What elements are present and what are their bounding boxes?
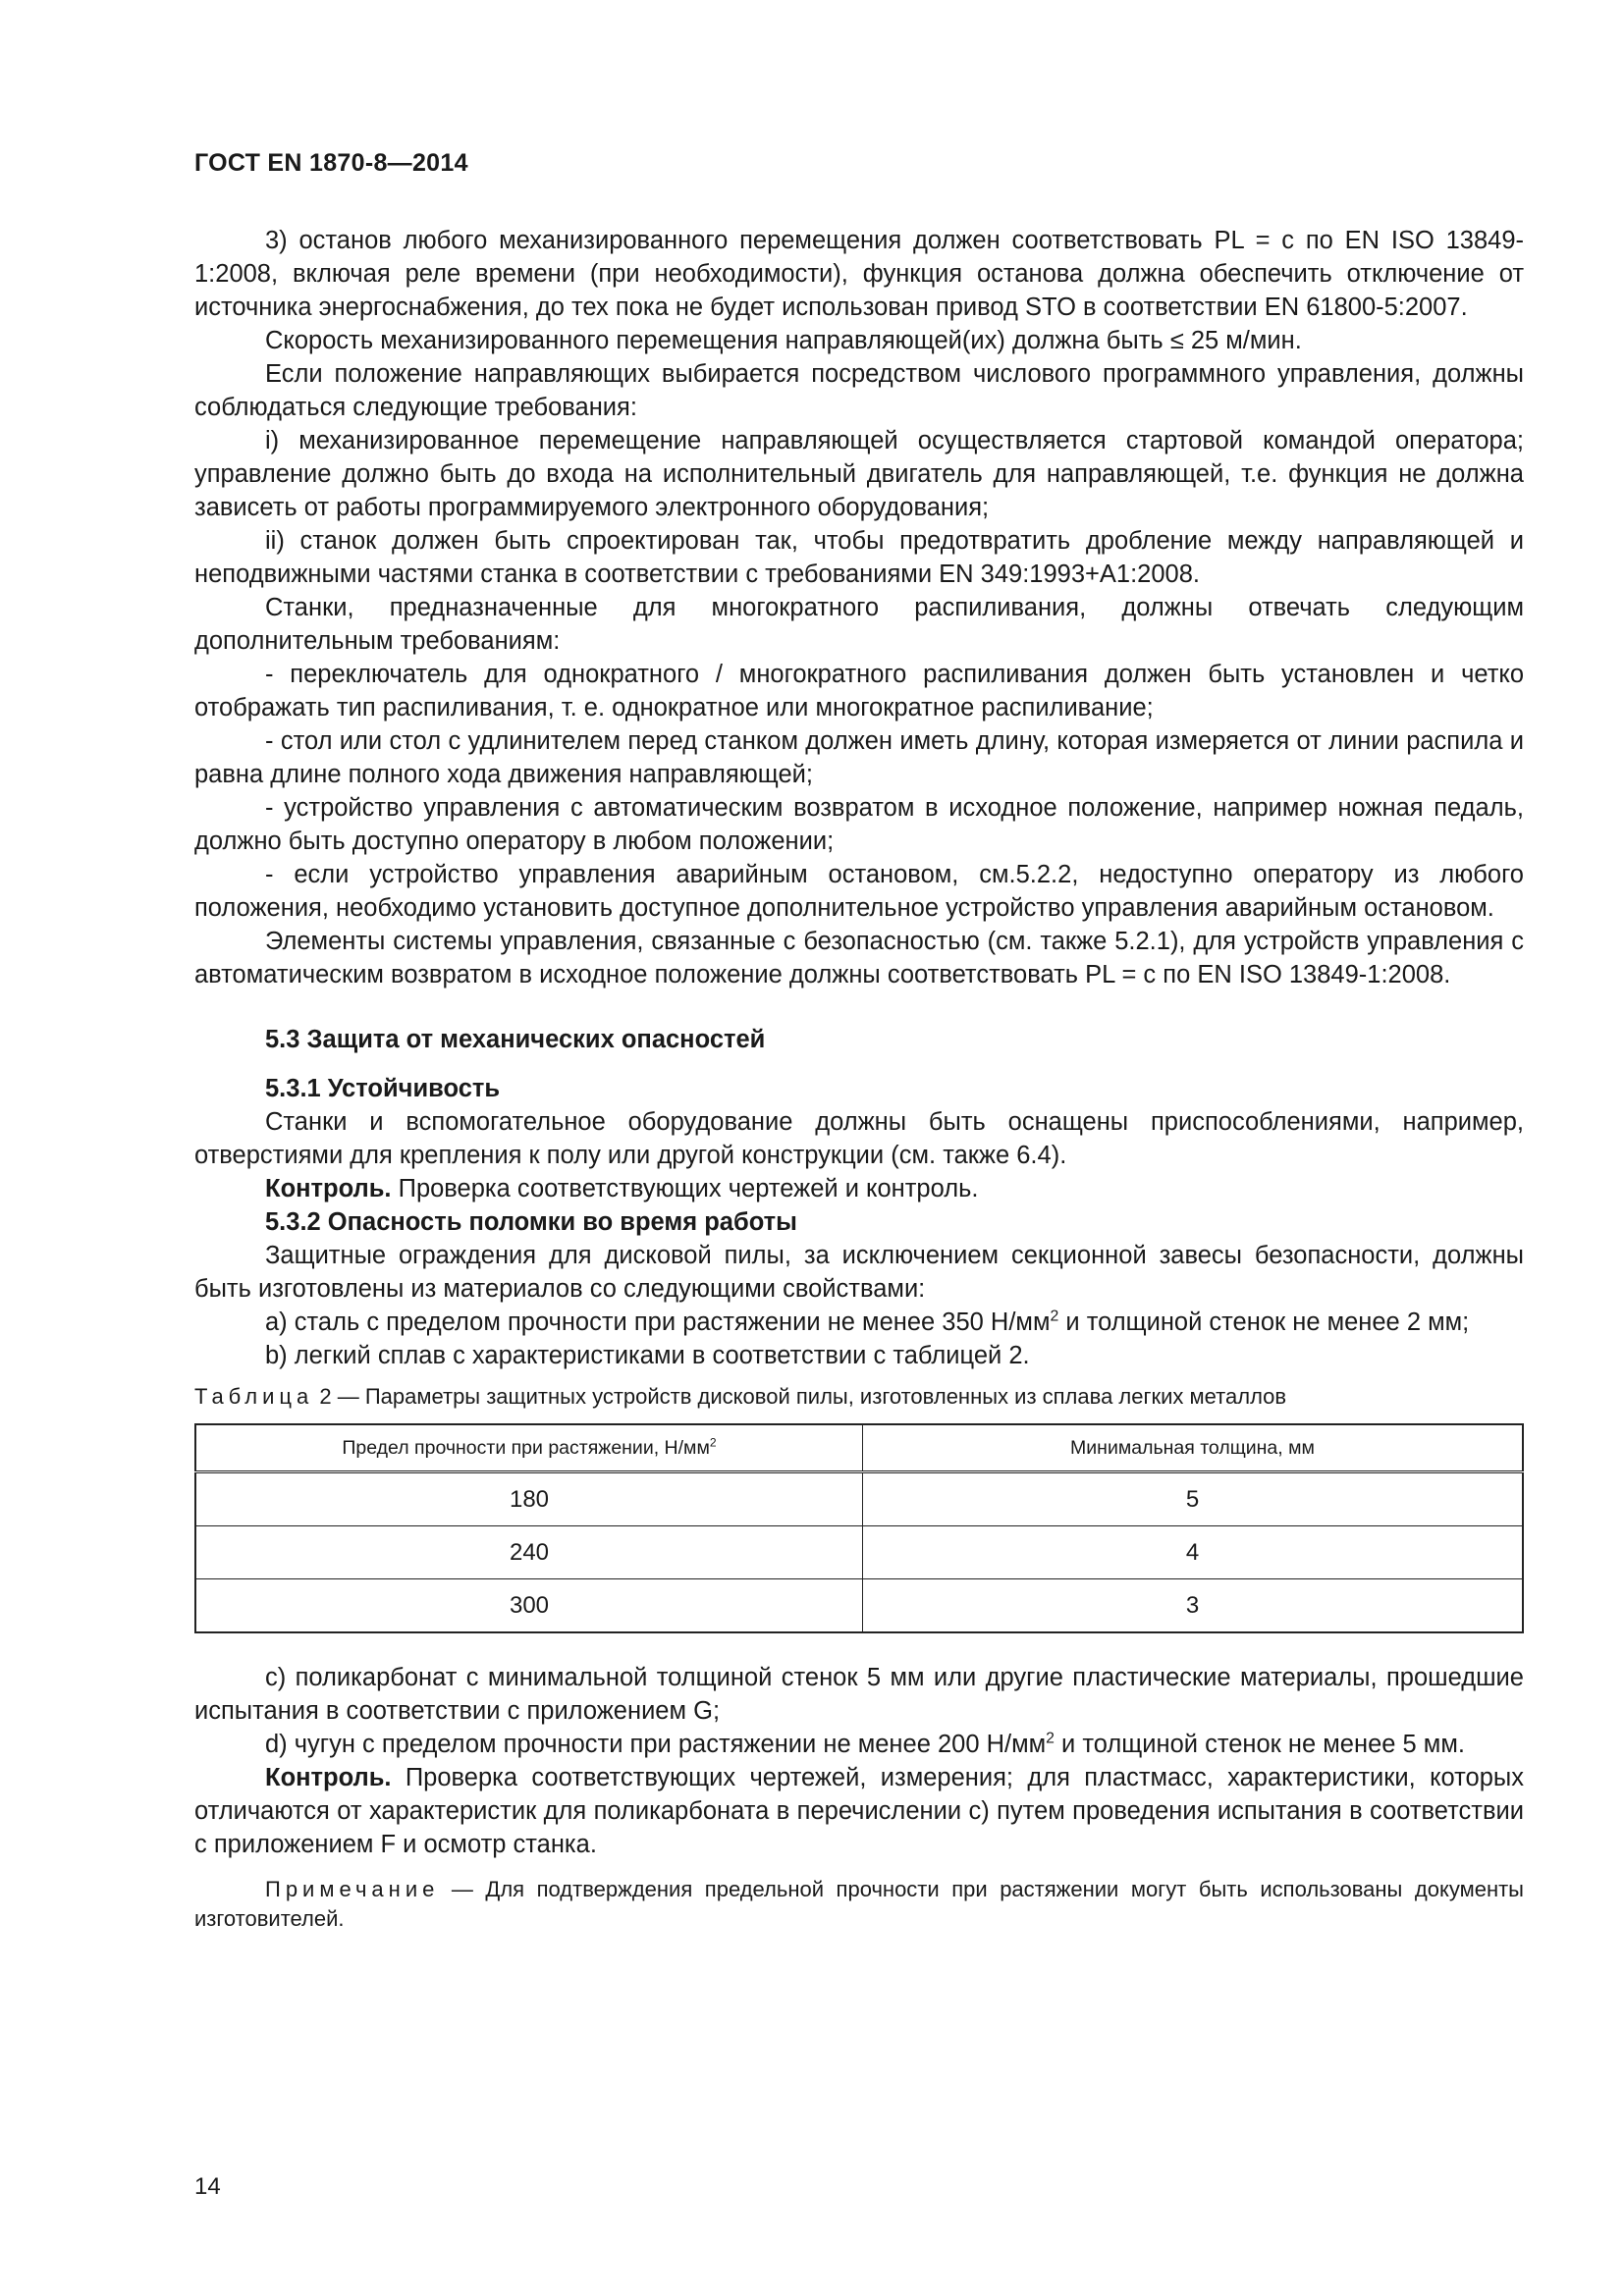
- table-cell-thickness: 4: [863, 1526, 1524, 1579]
- paragraph-dash-table: - стол или стол с удлинителем перед станком должен иметь длину, которая измеряется от линии распила и равна длине полного хода движения направляющей;: [194, 727, 1524, 788]
- control-paragraph: [194, 1761, 1524, 1861]
- item-d-sup: 2: [1046, 1730, 1055, 1747]
- table-2-caption: [194, 1382, 1524, 1412]
- table-row: [195, 1472, 1523, 1526]
- paragraph-safety-elements: Элементы системы управления, связанные с безопасностью (см. также 5.2.1), для устройств управления с автоматическим возвратом в исходное положение должны соответствовать PL = c по EN ISO 13849-1:2008.: [194, 928, 1524, 988]
- table-header-thickness: Минимальная толщина, мм: [863, 1424, 1524, 1472]
- item-d-text: d) чугун с пределом прочности при растяжении не менее 200 Н/мм: [265, 1731, 1047, 1758]
- paragraph-cnc-intro: Если положение направляющих выбирается посредством числового программного управления, должны соблюдаться следующие требования:: [194, 360, 1524, 421]
- table-cell-thickness: 5: [863, 1472, 1524, 1526]
- control-text: Проверка соответствующих чертежей и контроль.: [398, 1175, 979, 1202]
- table-row: [195, 1526, 1523, 1579]
- document-body: [194, 224, 1524, 1934]
- note-text: — Для подтверждения предельной прочности при растяжении могут быть использованы документы изготовителей.: [194, 1877, 1524, 1931]
- table-caption-text: 2 — Параметры защитных устройств дисковой пилы, изготовленных из сплава легких металлов: [313, 1384, 1287, 1409]
- table-cell-strength: 240: [195, 1526, 863, 1579]
- paragraph-item-i: i) механизированное перемещение направляющей осуществляется стартовой командой оператора; управление должно быть до входа на исполнительный двигатель для направляющей, т.е. функция не должна зависеть от работы программируемого электронного оборудования;: [194, 427, 1524, 521]
- paragraph-speed-limit: Скорость механизированного перемещения направляющей(их) должна быть ≤ 25 м/мин.: [265, 327, 1302, 354]
- header-strength-text: Предел прочности при растяжении, Н/мм: [342, 1436, 710, 1459]
- control-text: Проверка соответствующих чертежей, измерения; для пластмасс, характеристики, которых отличаются от характеристик для поликарбоната в перечислении c) путем проведения испытания в соответствии с приложением F и осмотр станка.: [194, 1764, 1524, 1858]
- item-c-polycarbonate: c) поликарбонат с минимальной толщиной стенок 5 мм или другие пластические материалы, прошедшие испытания в соответствии с приложением G;: [194, 1664, 1524, 1725]
- header-strength-sup: 2: [709, 1435, 717, 1449]
- table-caption-label: Таблица: [194, 1384, 314, 1409]
- section-5-3-2-title: 5.3.2 Опасность поломки во время работы: [265, 1208, 797, 1236]
- item-b-alloy: b) легкий сплав с характеристиками в соответствии с таблицей 2.: [265, 1342, 1030, 1369]
- section-5-3-1-text: Станки и вспомогательное оборудование должны быть оснащены приспособлениями, например, отверстиями для крепления к полу или другой конструкции (см. также 6.4).: [194, 1108, 1524, 1169]
- table-header-row: [195, 1424, 1523, 1472]
- note: [194, 1875, 1524, 1934]
- item-a-text: a) сталь с пределом прочности при растяжении не менее 350 Н/мм: [265, 1308, 1051, 1336]
- item-d-cast-iron: [194, 1728, 1524, 1761]
- section-5-3-title: 5.3 Защита от механических опасностей: [265, 1026, 766, 1053]
- paragraph-multi-saw-intro: Станки, предназначенные для многократного распиливания, должны отвечать следующим дополнительным требованиям:: [194, 594, 1524, 655]
- table-header-strength: [195, 1424, 863, 1472]
- paragraph-stop-requirement: 3) останов любого механизированного перемещения должен соответствовать PL = c по EN ISO 13849-1:2008, включая реле времени (при необходимости), функция останова должна обеспечить отключение от источника энергоснабжения, до тех пока не будет использован привод STO в соответствии EN 61800-5:2007.: [194, 227, 1524, 321]
- section-5-3-1-title: 5.3.1 Устойчивость: [265, 1075, 501, 1102]
- section-5-3-1-control: [194, 1172, 1524, 1205]
- paragraph-dash-switch: - переключатель для однократного / многократного распиливания должен быть установлен и четко отображать тип распиливания, т. е. однократное или многократное распиливание;: [194, 661, 1524, 721]
- item-d-text-end: и толщиной стенок не менее 5 мм.: [1054, 1731, 1465, 1758]
- control-label: Контроль.: [265, 1175, 392, 1202]
- page-number: 14: [194, 2173, 221, 2200]
- paragraph-dash-control-device: - устройство управления с автоматическим возвратом в исходное положение, например ножная педаль, должно быть доступно оператору в любом положении;: [194, 794, 1524, 855]
- table-cell-strength: 300: [195, 1579, 863, 1633]
- table-2: [194, 1423, 1524, 1633]
- table-cell-strength: 180: [195, 1472, 863, 1526]
- table-cell-thickness: 3: [863, 1579, 1524, 1633]
- section-5-3-2-text: Защитные ограждения для дисковой пилы, за исключением секционной завесы безопасности, должны быть изготовлены из материалов со следующими свойствами:: [194, 1242, 1524, 1303]
- item-a-sup: 2: [1050, 1308, 1059, 1325]
- note-label: Примечание: [265, 1877, 440, 1901]
- paragraph-item-ii: ii) станок должен быть спроектирован так, чтобы предотвратить дробление между направляющей и неподвижными частями станка в соответствии с требованиями EN 349:1993+A1:2008.: [194, 527, 1524, 588]
- table-row: [195, 1579, 1523, 1633]
- control-label: Контроль.: [265, 1764, 392, 1791]
- item-a-steel: [194, 1306, 1524, 1339]
- document-header: ГОСТ EN 1870-8—2014: [194, 149, 468, 177]
- paragraph-dash-emergency-stop: - если устройство управления аварийным остановом, см.5.2.2, недоступно оператору из любого положения, необходимо установить доступное дополнительное устройство управления аварийным остановом.: [194, 861, 1524, 922]
- item-a-text-end: и толщиной стенок не менее 2 мм;: [1058, 1308, 1470, 1336]
